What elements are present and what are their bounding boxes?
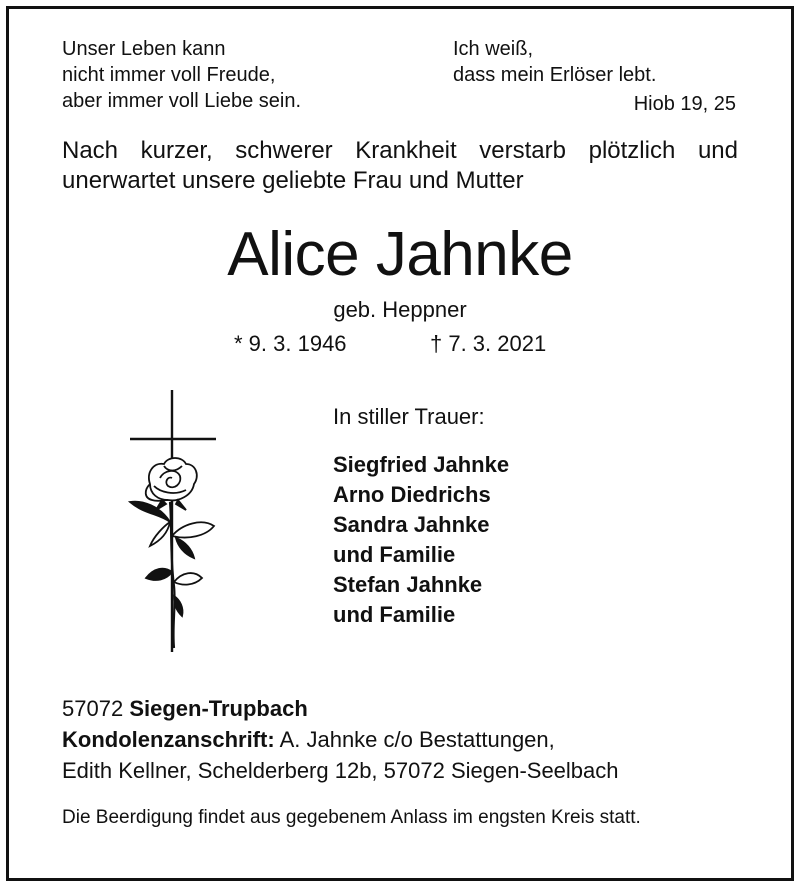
funeral-note: Die Beerdigung findet aus gegebenem Anlass im engsten Kreis statt. [62, 807, 641, 828]
residence-place: Siegen-Trupbach [129, 696, 308, 721]
verse-left [62, 36, 301, 114]
mourner-name: Stefan Jahnke [333, 572, 483, 597]
mourner-name: Sandra Jahnke [333, 512, 490, 537]
cross-icon [130, 390, 216, 652]
mourner-name: und Familie [333, 602, 456, 627]
verse-right [453, 36, 656, 88]
mourning-heading: In stiller Trauer: [333, 404, 485, 429]
address-block [62, 693, 619, 786]
mourner-name: und Familie [333, 542, 456, 567]
birth-date: * 9. 3. 1946 [234, 331, 347, 356]
condolence-label: Kondolenzanschrift: [62, 727, 275, 752]
announcement-line: Nach kurzer, schwerer Krankheit verstarb plötzlich und [62, 137, 738, 164]
announcement-line: unerwartet unsere geliebte Frau und Mutter [62, 167, 524, 194]
verse-left-line: aber immer voll Liebe sein. [62, 90, 301, 112]
verse-right-line: dass mein Erlöser lebt. [453, 64, 657, 86]
postal-code: 57072 [62, 696, 124, 721]
residence-line [62, 693, 619, 724]
condolence-address-2: Edith Kellner, Schelderberg 12b, 57072 Siegen-Seelbach [62, 758, 619, 783]
mourner-name: Siegfried Jahnke [333, 452, 510, 477]
deceased-name: Alice Jahnke [227, 220, 573, 289]
mourner-name: Arno Diedrichs [333, 482, 491, 507]
verse-reference: Hiob 19, 25 [633, 93, 736, 115]
maiden-name: geb. Heppner [333, 297, 467, 322]
mourners-list [333, 450, 509, 630]
death-announcement [62, 136, 738, 196]
condolence-line [62, 724, 619, 755]
verse-right-line: Ich weiß, [453, 38, 534, 60]
death-date: † 7. 3. 2021 [430, 331, 547, 356]
verse-left-line: Unser Leben kann [62, 38, 226, 60]
cross-rose-emblem [120, 386, 230, 656]
condolence-address-1: A. Jahnke c/o Bestattungen, [279, 727, 555, 752]
verse-left-line: nicht immer voll Freude, [62, 64, 276, 86]
